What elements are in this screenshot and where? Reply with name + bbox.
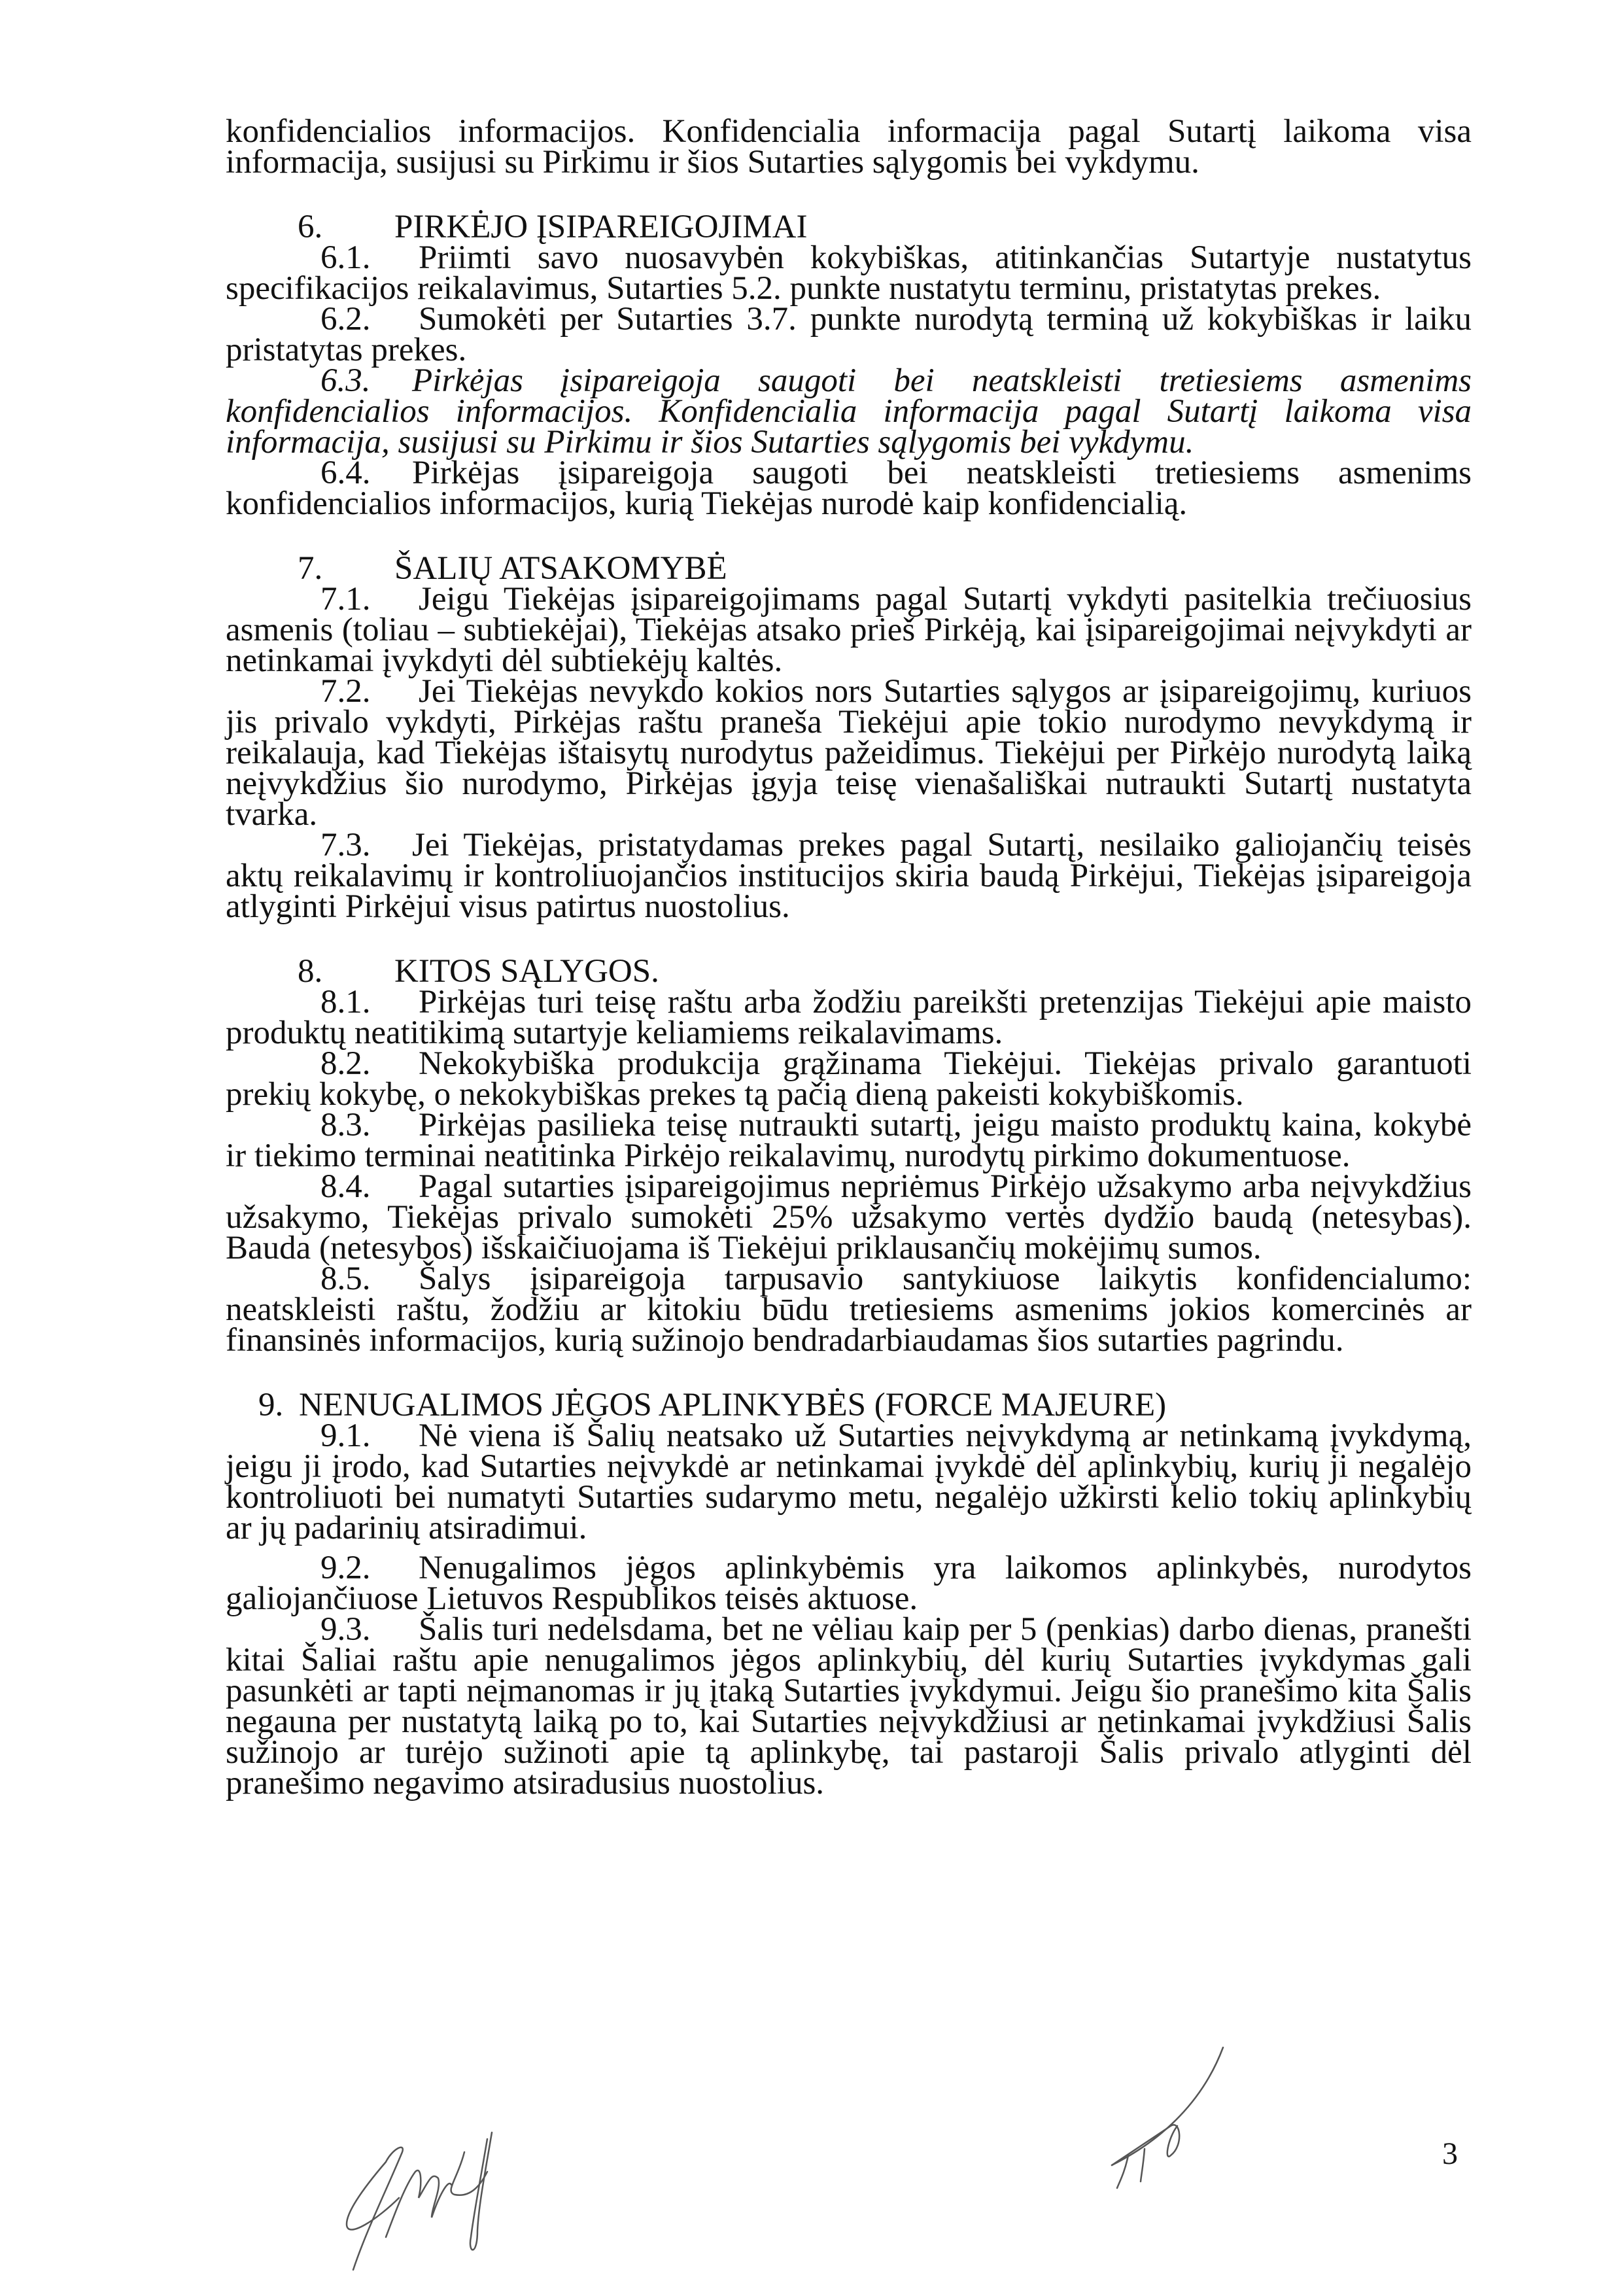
clause-text: Pirkėjas pasilieka teisę nutraukti sutartį, jeigu maisto produktų kaina, kokybė ir tiekimo terminai neatitinka Pirkėjo reikalavimų, nurodytų pirkimo dokumentuose. <box>226 1107 1472 1174</box>
clause-text: Priimti savo nuosavybėn kokybiškas, atitinkančias Sutartyje nustatytus specifikacijos reikalavimus, Sutarties 5.2. punkte nustatytu terminu, pristatytas prekes. <box>226 239 1472 307</box>
clause-text: Nė viena iš Šalių neatsako už Sutarties neįvykdymą ar netinkamą įvykdymą, jeigu ji įrodo, kad Sutarties neįvykdė ar netinkamai įvykdė dėl aplinkybių, kurių ji negalėjo kontroliuoti bei numatyti Sutarties sudarymo metu, negalėjo užkirsti kelio tokių aplinkybių ar jų padarinių atsiradimui. <box>226 1418 1472 1546</box>
clause-8-1 <box>226 984 1472 1051</box>
section-number: 9. <box>258 1387 284 1423</box>
clause-number: 8.1. <box>320 984 371 1020</box>
clause-7-1 <box>226 581 1472 679</box>
clause-number: 7.2. <box>320 673 371 710</box>
section-number: 8. <box>298 953 323 990</box>
clause-text: Pirkėjas turi teisę raštu arba žodžiu pareikšti pretenzijas Tiekėjui apie maisto produktų neatitikimą sutartyje keliamiems reikalavimams. <box>226 984 1472 1051</box>
clause-text: Pirkėjas įsipareigoja saugoti bei neatskleisti tretiesiems asmenims konfidencialios informacijos, kurią Tiekėjas nurodė kaip konfidencialią. <box>226 455 1472 522</box>
clause-8-3 <box>226 1107 1472 1174</box>
clause-number: 9.2. <box>320 1550 371 1586</box>
section-title: KITOS SĄLYGOS. <box>394 953 659 990</box>
clause-number: 8.3. <box>320 1107 371 1143</box>
clause-text: Sumokėti per Sutarties 3.7. punkte nurodytą terminą už kokybiškas ir laiku pristatytas prekes. <box>226 301 1472 368</box>
section-number: 6. <box>298 209 323 245</box>
clause-9-2 <box>226 1550 1472 1617</box>
clause-8-2 <box>226 1045 1472 1113</box>
section-title: NENUGALIMOS JĖGOS APLINKYBĖS (FORCE MAJEURE) <box>299 1387 1167 1423</box>
clause-6-3 <box>226 362 1472 461</box>
clause-number: 7.1. <box>320 581 371 617</box>
clause-text: Nekokybiška produkcija grąžinama Tiekėjui. Tiekėjas privalo garantuoti prekių kokybę, o nekokybiškas prekes tą pačią dieną pakeisti kokybiškomis. <box>226 1045 1472 1113</box>
page-number: 3 <box>1442 2136 1458 2171</box>
clause-text: Jei Tiekėjas, pristatydamas prekes pagal Sutartį, nesilaiko galiojančių teisės aktų reikalavimų ir kontroliuojančios institucijos skiria baudą Pirkėjui, Tiekėjas įsipareigoja atlyginti Pirkėjui visus patirtus nuostolius. <box>226 827 1472 925</box>
signature-right-icon <box>1073 2041 1230 2191</box>
clause-number: 6.1. <box>320 239 371 276</box>
clause-number: 8.2. <box>320 1045 371 1082</box>
section-heading-8 <box>226 953 1472 990</box>
clause-number: 6.3. <box>320 362 371 399</box>
clause-text: Pirkėjas įsipareigoja saugoti bei neatskleisti tretiesiems asmenims konfidencialios informacijos. Konfidencialia informacija pagal Sutartį laikoma visa informacija, susijusi su Pirkimu ir šios Sutarties sąlygomis bei vykdymu. <box>226 362 1472 461</box>
section-heading-9 <box>226 1387 1472 1423</box>
clause-text: Pagal sutarties įsipareigojimus nepriėmus Pirkėjo užsakymo arba neįvykdžius užsakymo, Tiekėjas privalo sumokėti 25% užsakymo vertės dydžio baudą (netesybas). Bauda (netesybos) išskaičiuojama iš Tiekėjui priklausančių mokėjimų sumos. <box>226 1168 1472 1266</box>
clause-text: Šalys įsipareigoja tarpusavio santykiuose laikytis konfidencialumo: neatskleisti raštu, žodžiu ar kitokiu būdu tretiesiems asmenims jokios komercinės ar finansinės informacijos, kurią sužinojo bendradarbiaudamas šios sutarties pagrindu. <box>226 1261 1472 1359</box>
clause-9-1 <box>226 1418 1472 1546</box>
clause-6-1 <box>226 239 1472 307</box>
clause-text: Jeigu Tiekėjas įsipareigojimams pagal Sutartį vykdyti pasitelkia trečiuosius asmenis (toliau – subtiekėjai), Tiekėjas atsako prieš Pirkėją, kai įsipareigojimai neįvykdyti ar netinkamai įvykdyti dėl subtiekėjų kaltės. <box>226 581 1472 679</box>
section-heading-7 <box>226 550 1472 587</box>
clause-8-5 <box>226 1261 1472 1359</box>
section-title: PIRKĖJO ĮSIPAREIGOJIMAI <box>394 209 808 245</box>
clause-text: Šalis turi nedelsdama, bet ne vėliau kaip per 5 (penkias) darbo dienas, pranešti kitai Šaliai raštu apie nenugalimos jėgos aplinkybių, dėl kurių Sutarties įvykdymas gali pasunkėti ar tapti neįmanomas ir jų įtaką Sutarties įvykdymui. Jeigu šio pranešimo kita Šalis negauna per nustatytą laiką po to, kai Sutarties neįvykdžiusi ar netinkamai įvykdžiusi Šalis sužinojo ar turėjo sužinoti apie tą aplinkybę, tai pastaroji Šalis privalo atlyginti dėl pranešimo negavimo atsiradusius nuostolius. <box>226 1611 1472 1801</box>
section-heading-6 <box>226 209 1472 245</box>
clause-text: Nenugalimos jėgos aplinkybėmis yra laikomos aplinkybės, nurodytos galiojančiuose Lietuvos Respublikos teisės aktuose. <box>226 1550 1472 1617</box>
continuation-paragraph: konfidencialios informacijos. Konfidencialia informacija pagal Sutartį laikoma visa informacija, susijusi su Pirkimu ir šios Sutarties sąlygomis bei vykdymu. <box>226 113 1472 181</box>
clause-8-4 <box>226 1168 1472 1266</box>
clause-6-2 <box>226 301 1472 368</box>
clause-6-4 <box>226 455 1472 522</box>
clause-7-2 <box>226 673 1472 833</box>
clause-text: Jei Tiekėjas nevykdo kokios nors Sutarties sąlygos ar įsipareigojimų, kuriuos jis privalo vykdyti, Pirkėjas raštu praneša Tiekėjui apie tokio nurodymo nevykdymą ir reikalauja, kad Tiekėjas ištaisytų nurodytus pažeidimus. Tiekėjui per Pirkėjo nurodytą laiką neįvykdžius šio nurodymo, Pirkėjas įgyja teisę vienašališkai nutraukti Sutartį nustatyta tvarka. <box>226 673 1472 833</box>
section-number: 7. <box>298 550 323 587</box>
clause-9-3 <box>226 1611 1472 1801</box>
clause-number: 6.4. <box>320 455 371 491</box>
clause-number: 6.2. <box>320 301 371 338</box>
signature-left-icon <box>340 2113 589 2296</box>
clause-number: 9.3. <box>320 1611 371 1648</box>
clause-number: 9.1. <box>320 1418 371 1454</box>
clause-number: 7.3. <box>320 827 371 863</box>
section-title: ŠALIŲ ATSAKOMYBĖ <box>394 550 727 587</box>
clause-number: 8.4. <box>320 1168 371 1205</box>
document-page <box>226 113 1472 1801</box>
clause-number: 8.5. <box>320 1261 371 1297</box>
clause-7-3 <box>226 827 1472 925</box>
